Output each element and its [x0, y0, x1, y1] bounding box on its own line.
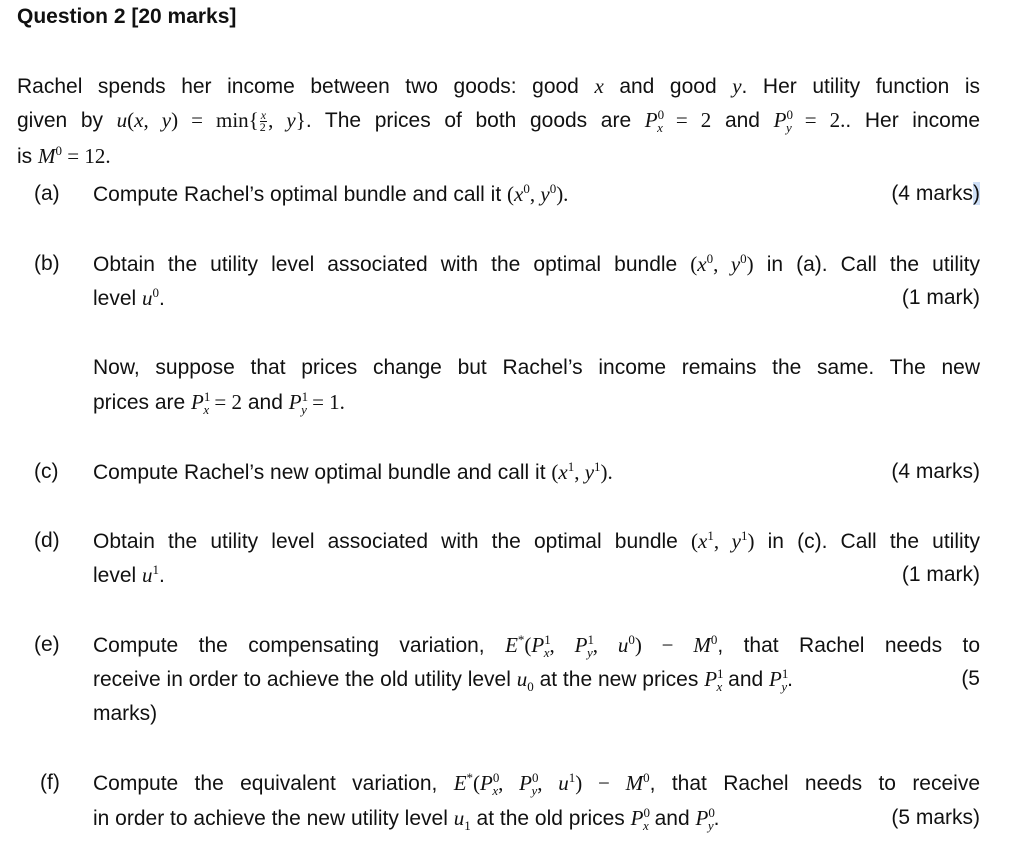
- part-f-line-2: in order to achieve the new utility level $u_1$ at the old prices $P^0_x$ and $P^0_y$.: [93, 805, 720, 834]
- part-a-label: (a): [34, 182, 60, 205]
- part-b-line-2: level $u^0$.: [93, 285, 165, 310]
- part-d-line-2: level $u^1$.: [93, 562, 165, 587]
- part-d-marks: (1 mark): [901, 563, 980, 586]
- intro-line-2: given by u(x, y) = min{ $\frac{x}{2}$ , y}. The prices of both goods are $P^0_x = 2$ and $P^0_y = 2$.. Her income: [17, 107, 981, 136]
- part-e-marks-1: (5: [961, 667, 980, 690]
- question-title: Question 2 [20 marks]: [17, 5, 237, 28]
- part-c-text: Compute Rachel’s new optimal bundle and call it ($x^1$, $y^1$).: [93, 459, 613, 484]
- part-e-line-2: receive in order to achieve the old utility level $u_0$ at the new prices $P^1_x$ and $P^1_y$.: [93, 666, 793, 695]
- part-a-text: Compute Rachel’s optimal bundle and call it ($x^0$, $y^0$).: [93, 181, 569, 206]
- part-c-label: (c): [34, 460, 59, 483]
- part-f-marks: (5 marks): [891, 806, 980, 829]
- part-f-line-1: Compute the equivalent variation, $E^*(P^0_x$, $P^0_y$, $u^1) - M^0$, that Rachel needs to receive: [93, 770, 981, 799]
- now-line-1: Now, suppose that prices change but Rachel’s income remains the same. The new: [93, 356, 980, 379]
- part-e-marks-2: marks): [93, 702, 158, 725]
- part-d-line-1: Obtain the utility level associated with the optimal bundle ($x^1$, $y^1$) in (c). Call the utility: [93, 528, 981, 553]
- part-e-label: (e): [34, 633, 60, 656]
- intro-line-3: is $M^0 = 12$.: [17, 143, 111, 168]
- part-c-marks: (4 marks): [891, 460, 980, 483]
- intro-line-1: Rachel spends her income between two goods: good x and good y. Her utility function is: [17, 74, 980, 98]
- part-b-line-1: Obtain the utility level associated with the optimal bundle ($x^0$, $y^0$) in (a). Call the utility: [93, 251, 980, 276]
- part-b-label: (b): [34, 252, 60, 275]
- now-line-2: prices are $P^1_x = 2$ and $P^1_y = 1$.: [93, 389, 345, 418]
- part-b-marks: (1 mark): [901, 286, 980, 309]
- part-a-marks: (4 marks): [891, 182, 980, 205]
- part-d-label: (d): [34, 529, 60, 552]
- part-f-label: (f): [40, 771, 60, 794]
- part-e-line-1: Compute the compensating variation, $E^*(P^1_x$, $P^1_y$, $u^0) - M^0$, that Rachel needs to: [93, 632, 981, 661]
